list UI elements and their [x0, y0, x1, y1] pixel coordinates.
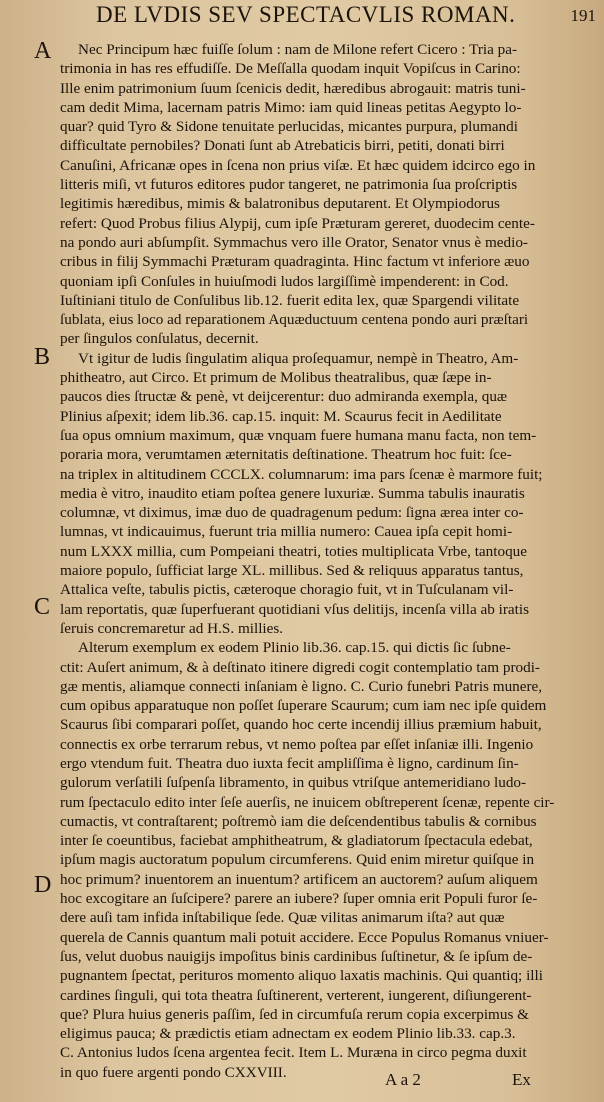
text-line: cum opibus apparatuque non poſſet ſuperare Scaurum; cum iam nec ipſe quidem: [60, 697, 547, 715]
text-line: quar? quid Tyro & Sidone tenuitate perlucidas, micantes purpura, plumandi: [60, 118, 518, 136]
text-line: connectis ex orbe terrarum rebus, vt nemo poſtea par eſſet inſaniæ illi. Ingenio: [60, 735, 534, 753]
text-line: ipſum magis auctoratum populum circumferens. Quid enim miretur quiſque in: [60, 851, 535, 869]
text-line: na triplex in altitudinem CCCLX. columnarum: ima pars ſcenæ è marmore fuit;: [60, 465, 543, 483]
page-number: 191: [570, 6, 596, 25]
text-line: ſua opus omnium maximum, quæ vnquam fuere humana manu facta, non tem-: [60, 426, 537, 444]
text-line: cardines ſinguli, qui tota theatra ſuſtinerent, verterent, iungerent, diſiungerent-: [60, 986, 532, 1004]
text-line: quoniam ipſi Conſules in huiuſmodi ludos largiſſimè impenderent: in Cod.: [60, 272, 509, 290]
text-line: Ille enim patrimonium ſuum ſcenicis dedit, hæredibus abrogauit: matris tuni-: [60, 79, 526, 97]
text-line: gæ mentis, aliamque connecti inſaniam è ligno. C. Curio funebri Patris munere,: [60, 677, 543, 695]
text-line: Plinius aſpexit; idem lib.36. cap.15. inquit: M. Scaurus fecit in Aedilitate: [60, 407, 502, 425]
text-line: media è vitro, inaudito etiam poſtea genere luxuriæ. Summa tabulis inauratis: [60, 484, 525, 502]
text-line: Canuſini, Africanæ opes in ſcena non prius viſæ. Et hæc quidem idcirco ego in: [60, 156, 536, 174]
text-line: que? Plura huius generis paſſim, ſed in circumfuſa rerum copia excerpimus &: [60, 1005, 529, 1023]
section-marker-d: D: [34, 872, 52, 898]
text-line: Alterum exemplum ex eodem Plinio lib.36. cap.15. qui dictis ſic ſubne-: [78, 639, 511, 657]
text-line: rum ſpectaculo edito inter ſeſe auerſis, ne inuicem obſtreperent ſcenæ, repente cir-: [60, 793, 555, 811]
text-line: ergo vtendum fuit. Theatra duo iuxta fecit ampliſſima è ligno, cardinum ſin-: [60, 754, 519, 772]
signature-mark: A a 2: [385, 1070, 421, 1089]
text-line: poraria mora, verumtamen æternitatis deſtinatione. Theatrum hoc fuit: ſce-: [60, 446, 512, 464]
text-line: lumnas, vt indicauimus, fuerunt tria millia numero: Cauea ipſa cepit homi-: [60, 523, 513, 541]
running-header: [96, 2, 596, 32]
section-marker-b: B: [34, 344, 51, 370]
text-line: per ſingulos conſulatus, decernit.: [60, 330, 259, 348]
text-line: refert: Quod Probus filius Alypij, cum ipſe Præturam gereret, duodecim cente-: [60, 214, 535, 232]
section-marker-c: C: [34, 594, 51, 620]
text-line: columnæ, vt diximus, imæ duo de quadragenum pedum: ſigna ærea inter co-: [60, 504, 524, 522]
text-line: C. Antonius ludos ſcena argentea fecit. Item L. Muræna in circo pegma duxit: [60, 1044, 527, 1062]
text-line: lam reportatis, quæ ſuperfuerant quotidiani vſus delitijs, incenſa villa ab iratis: [60, 600, 530, 618]
text-line: maiore populo, ſufficiat large XL. millibus. Sed & reliquus apparatus tantus,: [60, 562, 524, 580]
text-line: dere auſi tam infida inſtabilique ſede. Quæ vilitas animarum iſta? aut quæ: [60, 909, 505, 927]
text-line: litteris miſi, vt futuros editores pudor tangeret, ne patrimonia ſua proſcriptis: [60, 176, 518, 194]
text-line: difficultate pernobiles? Donati ſunt ab Atrebaticis birri, petiti, donati birri: [60, 137, 505, 155]
text-line: cumactis, vt contraſtarent; poſtremò iam die deſcendentibus tabulis & cornibus: [60, 812, 537, 830]
text-line: eligimus pauca; & prædictis etiam adnectam ex eodem Plinio lib.33. cap.3.: [60, 1025, 516, 1043]
text-line: hoc excogitare an ſuſcipere? parere an iubere? ſuper omnia erit Populi furor ſe-: [60, 890, 538, 908]
text-line: pugnantem ſpectat, perituros momento aliquo laxatis machinis. Qui quantiq; illi: [60, 967, 543, 985]
text-line: in quo fuere argenti pondo CXXVIII.: [60, 1063, 287, 1081]
text-line: ctit: Auſert animum, & à deſtinato itinere digredi cogit contemplatio tam prodi-: [60, 658, 540, 676]
text-line: querela de Cannis quantum mali potuit accidere. Ecce Populus Romanus vniuer-: [60, 928, 549, 946]
text-line: gulorum verſatili ſuſpenſa libramento, in quibus vtriſque antemeridiano ludo-: [60, 774, 527, 792]
text-body: [60, 40, 590, 1082]
text-line: Scaurus ſibi comparari poſſet, quando hoc certe incendij illius præmium habuit,: [60, 716, 542, 734]
text-line: paucos dies ſtructæ & penè, vt deijcerentur: duo admiranda exempla, quæ: [60, 388, 508, 406]
text-line: ſus, velut duobus nauigijs impoſitus binis cardinibus ſuſtinetur, & ſe ipſum de-: [60, 947, 533, 965]
text-line: ſeruis concremaretur ad H.S. millies.: [60, 619, 284, 637]
text-line: na pondo auri abſumpſit. Symmachus vero ille Orator, Senator vnus è medio-: [60, 233, 528, 251]
catchword: Ex: [512, 1070, 531, 1089]
text-line: num LXXX millia, cum Pompeiani theatri, toties multiplicata Vrbe, tantoque: [60, 542, 527, 560]
text-line: legitimis hæredibus, mimis & balatronibus deputarent. Et Olympiodorus: [60, 195, 500, 213]
text-line: cribus in filij Symmachi Præturam quadraginta. Hinc factum vt inferiore æuo: [60, 253, 530, 271]
text-line: Vt igitur de ludis ſingulatim aliqua proſequamur, nempè in Theatro, Am-: [78, 349, 519, 367]
text-line: phitheatro, aut Circo. Et primum de Molibus theatralibus, quæ ſæpe in-: [60, 369, 492, 387]
text-line: Iuſtiniani titulo de Conſulibus lib.12. fuerit edita lex, quæ Spargendi vilitate: [60, 291, 520, 309]
text-line: hoc primum? inuentorem an inuentum? artificem an auctorem? auſum aliquem: [60, 870, 538, 888]
page-footer: [0, 1070, 604, 1096]
text-line: Attalica veſte, tabulis pictis, cæteroque choragio fuit, vt in Tuſculanam vil-: [60, 581, 514, 599]
text-line: Nec Principum hæc fuiſſe ſolum : nam de Milone refert Cicero : Tria pa-: [78, 41, 518, 58]
text-line: inter ſe coeuntibus, faciebat amphitheatrum, & gladiatorum ſpectacula edebat,: [60, 832, 533, 850]
text-line: cam dedit Mima, lacernam patris Mimo: iam quid lineas petitas Aegypto lo-: [60, 98, 522, 116]
text-line: trimonia in has res effudiſſe. De Meſſalla quodam inquit Vopiſcus in Carino:: [60, 60, 521, 78]
section-marker-a: A: [34, 38, 52, 64]
text-line: ſublata, eius loco ad reparationem Aquæductuum centena pondo auri præſtari: [60, 311, 529, 329]
running-title: DE LVDIS SEV SPECTACVLIS ROMAN.: [96, 2, 516, 27]
